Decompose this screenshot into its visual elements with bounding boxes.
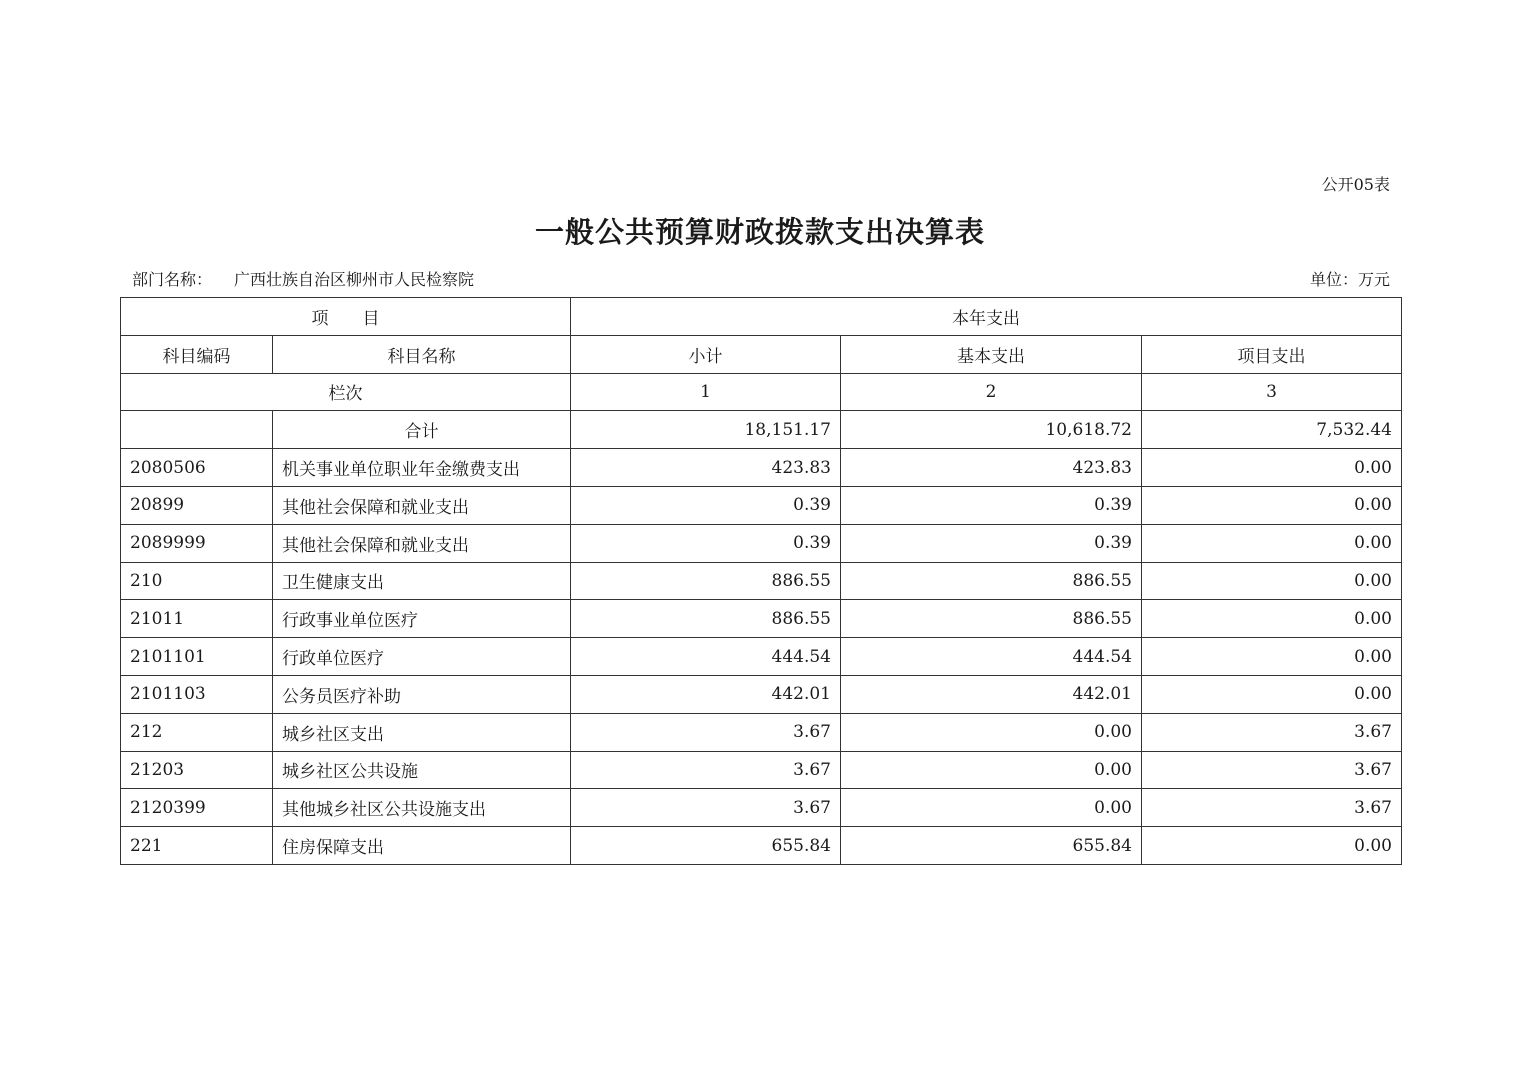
row-name: 公务员医疗补助: [273, 675, 571, 713]
header-row-1: [121, 298, 1402, 336]
row-subtotal: 442.01: [571, 675, 841, 713]
row-project: 3.67: [1142, 789, 1402, 827]
department-name: 广西壮族自治区柳州市人民检察院: [234, 270, 475, 289]
header-row-2: [121, 335, 1402, 373]
row-subtotal: 0.39: [571, 486, 841, 524]
unit-label: 单位：万元: [1309, 270, 1390, 289]
row-name: 其他社会保障和就业支出: [273, 524, 571, 562]
row-basic: 0.00: [841, 751, 1142, 789]
total-basic: 10,618.72: [841, 411, 1142, 449]
row-basic: 0.00: [841, 789, 1142, 827]
row-subtotal: 423.83: [571, 449, 841, 487]
total-subtotal: 18,151.17: [571, 411, 841, 449]
row-code: 212: [121, 713, 273, 751]
row-project: 0.00: [1142, 675, 1402, 713]
row-project: 0.00: [1142, 600, 1402, 638]
page-title: 一般公共预算财政拨款支出决算表: [534, 215, 985, 249]
row-subtotal: 3.67: [571, 713, 841, 751]
header-item: 项 目: [121, 298, 571, 336]
header-subtotal: 小计: [571, 335, 841, 373]
row-basic: 0.39: [841, 524, 1142, 562]
row-project: 0.00: [1142, 524, 1402, 562]
table-row: [121, 486, 1402, 524]
row-name: 其他社会保障和就业支出: [273, 486, 571, 524]
row-project: 0.00: [1142, 638, 1402, 676]
row-project: 3.67: [1142, 713, 1402, 751]
row-subtotal: 886.55: [571, 562, 841, 600]
row-subtotal: 3.67: [571, 751, 841, 789]
table-row: [121, 827, 1402, 865]
row-name: 城乡社区支出: [273, 713, 571, 751]
column-index-1: 1: [571, 373, 841, 411]
table-row: [121, 713, 1402, 751]
row-basic: 444.54: [841, 638, 1142, 676]
row-basic: 0.00: [841, 713, 1142, 751]
total-row: [121, 411, 1402, 449]
table-row: [121, 524, 1402, 562]
row-code: 21203: [121, 751, 273, 789]
column-index-3: 3: [1142, 373, 1402, 411]
table-row: [121, 675, 1402, 713]
header-code: 科目编码: [121, 335, 273, 373]
header-name: 科目名称: [273, 335, 571, 373]
row-basic: 886.55: [841, 562, 1142, 600]
expenditure-table: [120, 297, 1402, 865]
row-subtotal: 655.84: [571, 827, 841, 865]
row-basic: 0.39: [841, 486, 1142, 524]
header-current-year: 本年支出: [571, 298, 1402, 336]
row-project: 3.67: [1142, 751, 1402, 789]
table-row: [121, 751, 1402, 789]
row-subtotal: 3.67: [571, 789, 841, 827]
table-row: [121, 638, 1402, 676]
row-name: 机关事业单位职业年金缴费支出: [273, 449, 571, 487]
header-basic: 基本支出: [841, 335, 1142, 373]
row-code: 20899: [121, 486, 273, 524]
row-code: 2101101: [121, 638, 273, 676]
column-index-2: 2: [841, 373, 1142, 411]
department-label: 部门名称：: [132, 270, 213, 289]
form-number: 公开05表: [1321, 175, 1390, 194]
column-index-label: 栏次: [121, 373, 571, 411]
row-code: 221: [121, 827, 273, 865]
row-name: 行政事业单位医疗: [273, 600, 571, 638]
row-basic: 655.84: [841, 827, 1142, 865]
row-code: 210: [121, 562, 273, 600]
row-code: 2120399: [121, 789, 273, 827]
row-subtotal: 886.55: [571, 600, 841, 638]
total-project: 7,532.44: [1142, 411, 1402, 449]
row-name: 城乡社区公共设施: [273, 751, 571, 789]
table-row: [121, 562, 1402, 600]
total-label: 合计: [273, 411, 571, 449]
department-line: [132, 267, 474, 290]
row-code: 2089999: [121, 524, 273, 562]
row-project: 0.00: [1142, 486, 1402, 524]
row-name: 卫生健康支出: [273, 562, 571, 600]
row-project: 0.00: [1142, 449, 1402, 487]
column-index-row: [121, 373, 1402, 411]
table-row: [121, 449, 1402, 487]
row-basic: 423.83: [841, 449, 1142, 487]
row-name: 住房保障支出: [273, 827, 571, 865]
row-subtotal: 444.54: [571, 638, 841, 676]
table-row: [121, 600, 1402, 638]
table-row: [121, 789, 1402, 827]
row-subtotal: 0.39: [571, 524, 841, 562]
row-basic: 886.55: [841, 600, 1142, 638]
row-code: 21011: [121, 600, 273, 638]
row-name: 其他城乡社区公共设施支出: [273, 789, 571, 827]
row-project: 0.00: [1142, 827, 1402, 865]
row-name: 行政单位医疗: [273, 638, 571, 676]
row-code: 2101103: [121, 675, 273, 713]
row-project: 0.00: [1142, 562, 1402, 600]
header-project: 项目支出: [1142, 335, 1402, 373]
total-code: [121, 411, 273, 449]
row-code: 2080506: [121, 449, 273, 487]
row-basic: 442.01: [841, 675, 1142, 713]
